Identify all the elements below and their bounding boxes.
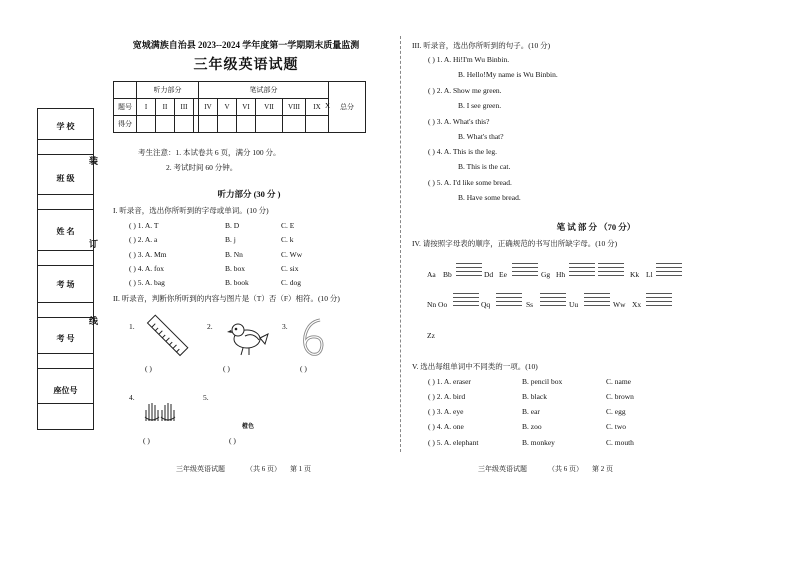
page-divider — [400, 36, 401, 452]
s1-q1-c: C. E — [281, 221, 295, 230]
s5-q2-c: C. brown — [606, 392, 634, 401]
footer-left-total: （共 6 页） — [246, 465, 281, 473]
pic-num-1: 1. — [129, 322, 135, 331]
s1-q2: ( ) 2. A. a — [129, 235, 158, 244]
s5-q1: ( ) 1. A. eraser — [428, 377, 471, 386]
s5-q2-b: B. black — [522, 392, 547, 401]
letter-uu: Uu — [569, 300, 579, 309]
s3-q5-a: ( ) 5. A. I'd like some bread. — [428, 178, 512, 187]
footer-left-name: 三年级英语试题 — [176, 465, 225, 473]
letter-ee: Ee — [499, 270, 507, 279]
s5-q4-c: C. two — [606, 422, 627, 431]
class-label: 班 级 — [56, 174, 75, 183]
total-header: 总分 — [329, 82, 366, 133]
letter-hh: Hh — [556, 270, 566, 279]
s1-q2-c: C. k — [281, 235, 294, 244]
seal-char-xian: 线 — [89, 316, 99, 326]
s1-q1: ( ) 1. A. T — [129, 221, 159, 230]
letter-nn: Nn — [427, 300, 437, 309]
col-v: V — [218, 99, 237, 116]
s1-q4-c: C. six — [281, 264, 299, 273]
s1-q2-b: B. j — [225, 235, 236, 244]
s5-q1-c: C. name — [606, 377, 631, 386]
s3-q5-b: B. Have some bread. — [458, 193, 521, 202]
s1-q1-b: B. D — [225, 221, 240, 230]
letter-dd: Dd — [484, 270, 494, 279]
col-ix-x: IX — [306, 99, 329, 116]
blank-rr[interactable] — [496, 293, 522, 306]
blank-mm[interactable] — [656, 263, 682, 276]
writing-heading: 笔 试 部 分 （70 分） — [556, 222, 636, 232]
pic-num-2: 2. — [207, 322, 213, 331]
s3-q3-b: B. What's that? — [458, 132, 504, 141]
letter-ww: Ww — [613, 300, 626, 309]
pic-num-3: 3. — [282, 322, 288, 331]
section-3-title: III. 听录音，选出你所听到的句子。(10 分) — [412, 41, 551, 50]
s5-q4-b: B. zoo — [522, 422, 542, 431]
school-label: 学 校 — [56, 122, 75, 131]
blank-ii[interactable] — [569, 263, 595, 276]
blank-yy[interactable] — [646, 293, 672, 306]
s5-q5: ( ) 5. A. elephant — [428, 438, 479, 447]
number-six-icon — [298, 316, 328, 360]
s5-q3-b: B. ear — [522, 407, 540, 416]
note-line-2: 2. 考试时间 60 分钟。 — [166, 163, 238, 172]
orange-color-label: 橙色 — [242, 424, 255, 430]
pic-answer-3: ( ) — [300, 364, 307, 373]
seat-number-label: 座位号 — [53, 386, 78, 395]
seal-char-zhuang: 装 — [89, 156, 99, 166]
letter-ss: Ss — [526, 300, 534, 309]
note-line-1: 考生注意：1. 本试卷共 6 页，满分 100 分。 — [138, 148, 281, 157]
col-vii: VII — [256, 99, 283, 116]
letter-gg: Gg — [541, 270, 551, 279]
listening-header: 听力部分 — [137, 82, 199, 99]
blank-cc[interactable] — [456, 263, 482, 276]
binding-column — [37, 108, 94, 430]
letter-kk: Kk — [630, 270, 640, 279]
col-i: I — [137, 99, 156, 116]
s5-q5-b: B. monkey — [522, 438, 555, 447]
blank-pp[interactable] — [453, 293, 479, 306]
pic-answer-5: ( ) — [229, 436, 236, 445]
row-label-defen: 得分 — [114, 116, 137, 133]
blank-tt[interactable] — [540, 293, 566, 306]
s1-q3: ( ) 3. A. Mm — [129, 250, 167, 259]
bird-icon — [227, 318, 269, 358]
section-2-title: II. 听录音，判断你所听到的内容与图片是（T）否（F）相符。(10 分) — [113, 294, 340, 303]
seal-char-ding: 订 — [89, 239, 99, 249]
exam-subtitle: 宽城满族自治县 2023--2024 学年度第一学期期末质量监测 — [132, 40, 360, 50]
blank-jj[interactable] — [598, 263, 624, 276]
letter-aa: Aa — [427, 270, 436, 279]
letter-bb: Bb — [443, 270, 452, 279]
listening-heading: 听力部分 (30 分 ) — [217, 189, 281, 199]
exam-room-label: 考 场 — [56, 280, 75, 289]
hands-icon — [143, 400, 177, 422]
row-label-tihao: 题号 — [114, 99, 137, 116]
letter-zz: Zz — [427, 331, 435, 340]
letter-qq: Qq — [481, 300, 491, 309]
section-4-title: IV. 请按照字母表的顺序，正确规范的书写出所缺字母。(10 分) — [412, 239, 618, 248]
letter-oo: Oo — [438, 300, 448, 309]
s3-q1-a: ( ) 1. A. Hi!I'm Wu Binbin. — [428, 55, 510, 64]
s5-q4: ( ) 4. A. one — [428, 422, 464, 431]
col-x: X — [325, 102, 331, 110]
col-iv: IV — [199, 99, 218, 116]
col-iii: III — [175, 99, 194, 116]
footer-right-name: 三年级英语试题 — [478, 465, 527, 473]
s5-q3-c: C. egg — [606, 407, 626, 416]
s1-q3-b: B. Nn — [225, 250, 243, 259]
s3-q4-b: B. This is the cat. — [458, 162, 511, 171]
pic-answer-2: ( ) — [223, 364, 230, 373]
s5-q1-b: B. pencil box — [522, 377, 563, 386]
s1-q5: ( ) 5. A. bag — [129, 278, 165, 287]
s3-q3-a: ( ) 3. A. What's this? — [428, 117, 490, 126]
section-5-title: V. 选出每组单词中不同类的一项。(10) — [412, 362, 538, 371]
letter-ll: Ll — [646, 270, 653, 279]
footer-right-total: （共 6 页） — [548, 465, 583, 473]
writing-header: 笔试部分 — [199, 82, 329, 99]
col-ii: II — [156, 99, 175, 116]
exam-title: 三年级英语试题 — [193, 58, 299, 73]
s1-q4: ( ) 4. A. fox — [129, 264, 164, 273]
footer-left-page: 第 1 页 — [290, 465, 311, 473]
s1-q3-c: C. Ww — [281, 250, 303, 259]
s1-q5-b: B. book — [225, 278, 249, 287]
name-label: 姓 名 — [56, 227, 75, 236]
s3-q2-b: B. I see green. — [458, 101, 502, 110]
blank-ff[interactable] — [512, 263, 538, 276]
s3-q2-a: ( ) 2. A. Show me green. — [428, 86, 502, 95]
s5-q5-c: C. mouth — [606, 438, 634, 447]
pic-num-5: 5. — [203, 393, 209, 402]
letter-nn-oo — [427, 300, 447, 309]
s1-q5-c: C. dog — [281, 278, 302, 287]
blank-vv[interactable] — [584, 293, 610, 306]
pic-num-4: 4. — [129, 393, 135, 402]
s3-q1-b: B. Hello!My name is Wu Binbin. — [458, 70, 558, 79]
col-viii: VIII — [283, 99, 306, 116]
ruler-icon — [146, 312, 190, 358]
pic-answer-4: ( ) — [143, 436, 150, 445]
section-1-title: I. 听录音，选出你所听到的字母或单词。(10 分) — [113, 206, 269, 215]
pic-answer-1: ( ) — [145, 364, 152, 373]
s1-q4-b: B. box — [225, 264, 246, 273]
s3-q4-a: ( ) 4. A. This is the leg. — [428, 147, 498, 156]
s5-q2: ( ) 2. A. bird — [428, 392, 466, 401]
s5-q3: ( ) 3. A. eye — [428, 407, 464, 416]
exam-number-label: 考 号 — [56, 334, 75, 343]
col-vi: VI — [237, 99, 256, 116]
letter-xx: Xx — [632, 300, 642, 309]
footer-right-page: 第 2 页 — [592, 465, 613, 473]
